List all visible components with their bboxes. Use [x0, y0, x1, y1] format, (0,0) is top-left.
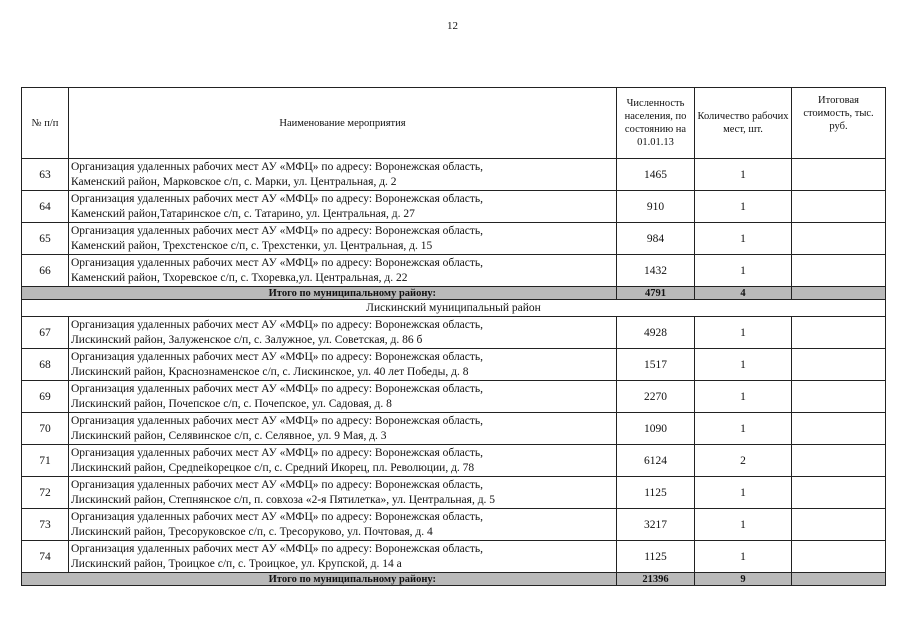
row-cost [792, 445, 886, 477]
table-row [22, 317, 886, 349]
row-population: 2270 [617, 381, 695, 413]
row-num: 71 [22, 445, 69, 477]
table-row [22, 159, 886, 191]
row-name: Организация удаленных рабочих мест АУ «МФЦ» по адресу: Воронежская область, Лискинский район, Селявинское с/п, с. Селявное, ул. 9 Мая, д. 3 [69, 413, 617, 445]
row-workplaces: 1 [695, 477, 792, 509]
row-name: Организация удаленных рабочих мест АУ «МФЦ» по адресу: Воронежская область, Лискинский район, Залуженское с/п, с. Залужное, ул. Советская, д. 86 б [69, 317, 617, 349]
row-cost [792, 255, 886, 287]
table-row [22, 255, 886, 287]
row-cost [792, 509, 886, 541]
total-cost [792, 287, 886, 300]
row-workplaces: 1 [695, 413, 792, 445]
row-name: Организация удаленных рабочих мест АУ «МФЦ» по адресу: Воронежская область, Каменский район, Трехстенское с/п, с. Трехстенки, ул. Центральная, д. 15 [69, 223, 617, 255]
header-cost: Итоговая стоимость, тыс. руб. [792, 88, 886, 159]
table-row [22, 445, 886, 477]
row-num: 68 [22, 349, 69, 381]
events-table [21, 87, 886, 586]
total-workplaces: 4 [695, 287, 792, 300]
row-workplaces: 1 [695, 349, 792, 381]
row-population: 910 [617, 191, 695, 223]
row-population: 1090 [617, 413, 695, 445]
row-cost [792, 349, 886, 381]
row-cost [792, 223, 886, 255]
row-population: 6124 [617, 445, 695, 477]
row-num: 70 [22, 413, 69, 445]
table-row [22, 477, 886, 509]
total-row [22, 287, 886, 300]
row-name: Организация удаленных рабочих мест АУ «МФЦ» по адресу: Воронежская область, Лискинский район, Тресоруковское с/п, с. Тресоруково, ул. Почтовая, д. 4 [69, 509, 617, 541]
table-header-row [22, 88, 886, 159]
table-row [22, 413, 886, 445]
row-cost [792, 541, 886, 573]
row-workplaces: 1 [695, 509, 792, 541]
table-row [22, 541, 886, 573]
table-row [22, 349, 886, 381]
row-num: 64 [22, 191, 69, 223]
row-num: 74 [22, 541, 69, 573]
total-label: Итого по муниципальному району: [22, 287, 617, 300]
row-workplaces: 1 [695, 541, 792, 573]
row-population: 1432 [617, 255, 695, 287]
total-workplaces: 9 [695, 573, 792, 586]
header-workplaces: Количество рабочих мест, шт. [695, 88, 792, 159]
row-num: 63 [22, 159, 69, 191]
row-cost [792, 413, 886, 445]
row-num: 66 [22, 255, 69, 287]
row-workplaces: 2 [695, 445, 792, 477]
row-name: Организация удаленных рабочих мест АУ «МФЦ» по адресу: Воронежская область, Каменский район, Марковское с/п, с. Марки, ул. Центральная, д. 2 [69, 159, 617, 191]
district-row [22, 300, 886, 317]
row-workplaces: 1 [695, 381, 792, 413]
row-name: Организация удаленных рабочих мест АУ «МФЦ» по адресу: Воронежская область, Каменский район,Татаринское с/п, с. Татарино, ул. Центральная, д. 27 [69, 191, 617, 223]
row-cost [792, 159, 886, 191]
total-row [22, 573, 886, 586]
row-population: 4928 [617, 317, 695, 349]
row-workplaces: 1 [695, 223, 792, 255]
table-row [22, 191, 886, 223]
total-population: 21396 [617, 573, 695, 586]
header-population: Численность населения, по состоянию на 01.01.13 [617, 88, 695, 159]
district-title: Лискинский муниципальный район [22, 300, 886, 317]
row-num: 72 [22, 477, 69, 509]
row-workplaces: 1 [695, 159, 792, 191]
row-num: 73 [22, 509, 69, 541]
row-population: 1125 [617, 541, 695, 573]
row-population: 1517 [617, 349, 695, 381]
row-num: 67 [22, 317, 69, 349]
row-num: 65 [22, 223, 69, 255]
total-population: 4791 [617, 287, 695, 300]
page-number: 12 [447, 20, 458, 32]
row-cost [792, 381, 886, 413]
row-name: Организация удаленных рабочих мест АУ «МФЦ» по адресу: Воронежская область, Каменский район, Тхоревское с/п, с. Тхоревка,ул. Центральная, д. 22 [69, 255, 617, 287]
table-row [22, 381, 886, 413]
row-population: 1125 [617, 477, 695, 509]
row-population: 1465 [617, 159, 695, 191]
row-name: Организация удаленных рабочих мест АУ «МФЦ» по адресу: Воронежская область, Лискинский район, Почепское с/п, с. Почепское, ул. Садовая, д. 8 [69, 381, 617, 413]
total-cost [792, 573, 886, 586]
row-num: 69 [22, 381, 69, 413]
row-name: Организация удаленных рабочих мест АУ «МФЦ» по адресу: Воронежская область, Лискинский район, Средneikорецкое с/п, с. Средний Икорец, пл. Революции, д. 78 [69, 445, 617, 477]
table-row [22, 223, 886, 255]
header-num: № п/п [22, 88, 69, 159]
row-cost [792, 477, 886, 509]
row-workplaces: 1 [695, 317, 792, 349]
row-cost [792, 317, 886, 349]
header-name: Наименование мероприятия [69, 88, 617, 159]
row-workplaces: 1 [695, 191, 792, 223]
row-population: 984 [617, 223, 695, 255]
table-row [22, 509, 886, 541]
row-name: Организация удаленных рабочих мест АУ «МФЦ» по адресу: Воронежская область, Лискинский район, Краснознаменское с/п, с. Лискинское, ул. 40 лет Победы, д. 8 [69, 349, 617, 381]
row-population: 3217 [617, 509, 695, 541]
row-cost [792, 191, 886, 223]
total-label: Итого по муниципальному району: [22, 573, 617, 586]
row-workplaces: 1 [695, 255, 792, 287]
row-name: Организация удаленных рабочих мест АУ «МФЦ» по адресу: Воронежская область, Лискинский район, Степнянское с/п, п. совхоза «2-я Пятилетка», ул. Центральная, д. 5 [69, 477, 617, 509]
row-name: Организация удаленных рабочих мест АУ «МФЦ» по адресу: Воронежская область, Лискинский район, Троицкое с/п, с. Троицкое, ул. Крупской, д. 14 а [69, 541, 617, 573]
